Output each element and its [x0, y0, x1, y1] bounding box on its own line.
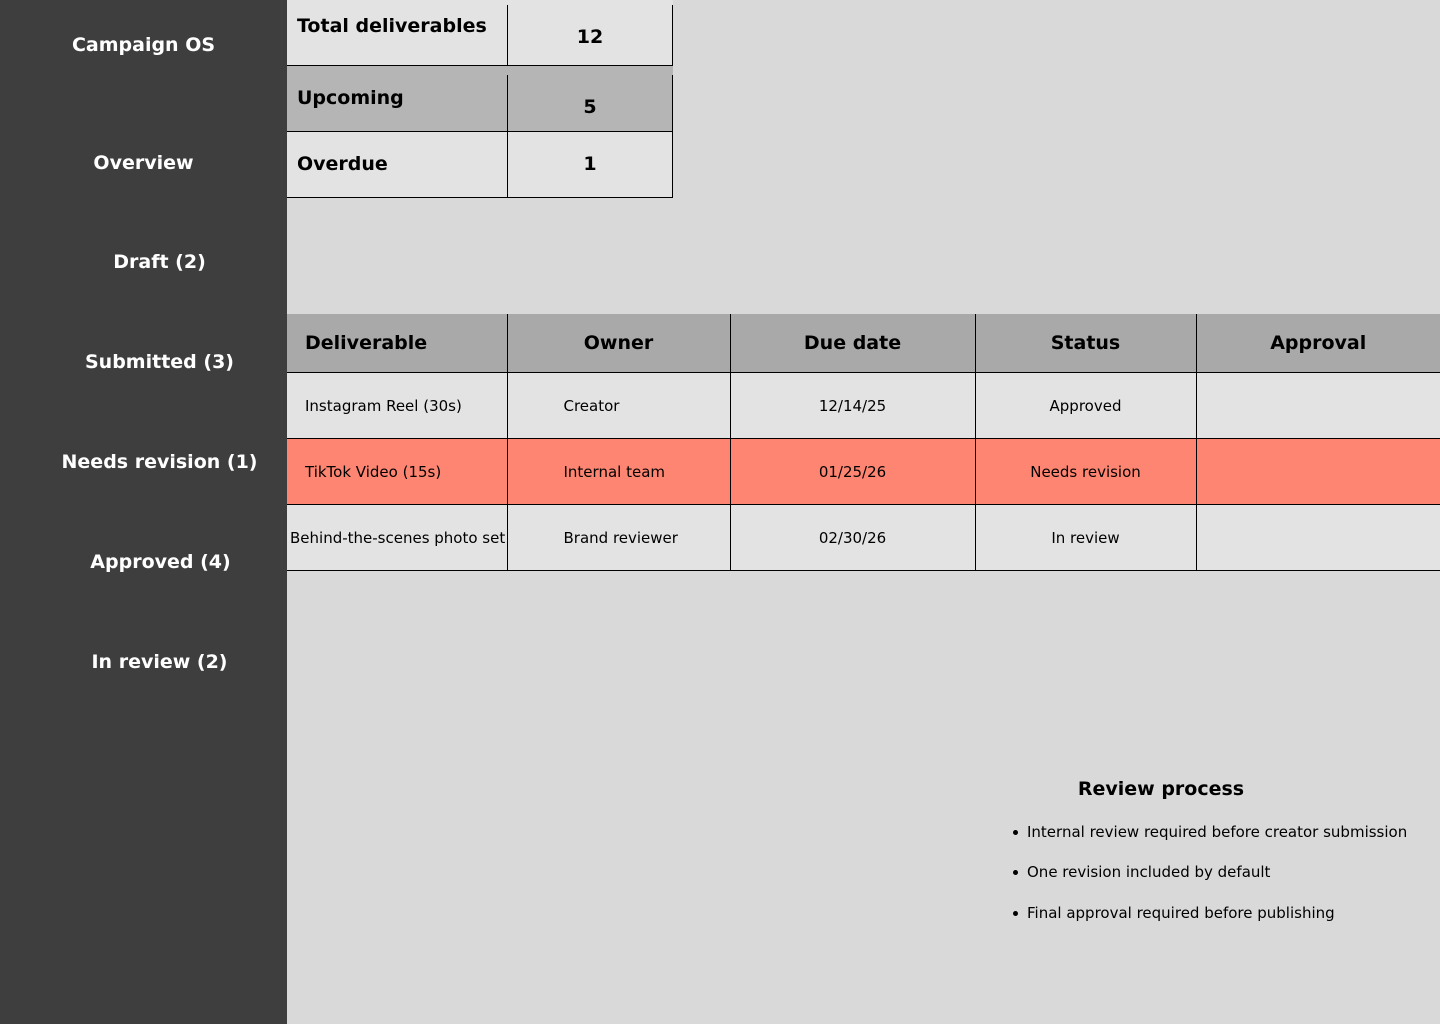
app-title: Campaign OS	[71, 34, 216, 56]
deliverables-table	[287, 314, 1440, 571]
cell-status: Approved	[975, 373, 1196, 439]
list-item: Final approval required before publishing	[1012, 903, 1432, 923]
review-process-list	[1012, 822, 1432, 923]
sidebar	[0, 0, 287, 1024]
cell-due-date: 12/14/25	[730, 373, 975, 439]
cell-approval[interactable]	[1196, 373, 1440, 439]
cell-deliverable: Instagram Reel (30s)	[287, 373, 507, 439]
column-header-status[interactable]: Status	[975, 314, 1196, 373]
list-item: Internal review required before creator submission	[1012, 822, 1432, 842]
stat-value: 5	[507, 75, 673, 140]
sidebar-item-needs-revision[interactable]: Needs revision (1)	[61, 451, 258, 473]
table-row[interactable]	[287, 505, 1440, 571]
stat-label: Upcoming	[297, 87, 404, 109]
sidebar-item-submitted[interactable]: Submitted (3)	[85, 351, 234, 373]
sidebar-item-draft[interactable]: Draft (2)	[113, 251, 206, 273]
sidebar-item-overview[interactable]: Overview	[93, 152, 194, 174]
cell-due-date: 02/30/26	[730, 505, 975, 571]
stat-value: 1	[507, 132, 673, 197]
summary-stats	[287, 0, 673, 198]
cell-status: In review	[975, 505, 1196, 571]
table-row[interactable]	[287, 439, 1440, 505]
review-process-title: Review process	[1077, 778, 1245, 800]
table-header-row	[287, 314, 1440, 373]
stat-overdue	[287, 132, 673, 198]
review-process-panel	[1012, 776, 1432, 923]
cell-deliverable: Behind-the-scenes photo set	[287, 505, 507, 571]
stat-label: Total deliverables	[297, 15, 487, 37]
cell-owner: Brand reviewer	[507, 505, 730, 571]
cell-due-date: 01/25/26	[730, 439, 975, 505]
table-row[interactable]	[287, 373, 1440, 439]
sidebar-item-in-review[interactable]: In review (2)	[91, 651, 228, 673]
stat-total-deliverables	[287, 0, 673, 66]
cell-owner: Creator	[507, 373, 730, 439]
cell-owner: Internal team	[507, 439, 730, 505]
stat-value: 12	[507, 5, 673, 70]
column-header-deliverable[interactable]: Deliverable	[287, 314, 507, 373]
list-item: One revision included by default	[1012, 862, 1432, 882]
column-header-approval[interactable]: Approval	[1196, 314, 1440, 373]
cell-status: Needs revision	[975, 439, 1196, 505]
column-header-due-date[interactable]: Due date	[730, 314, 975, 373]
column-header-owner[interactable]: Owner	[507, 314, 730, 373]
sidebar-item-approved[interactable]: Approved (4)	[90, 551, 231, 573]
stat-upcoming	[287, 66, 673, 132]
cell-deliverable: TikTok Video (15s)	[287, 439, 507, 505]
cell-approval[interactable]	[1196, 505, 1440, 571]
cell-approval[interactable]	[1196, 439, 1440, 505]
stat-label: Overdue	[297, 153, 388, 175]
